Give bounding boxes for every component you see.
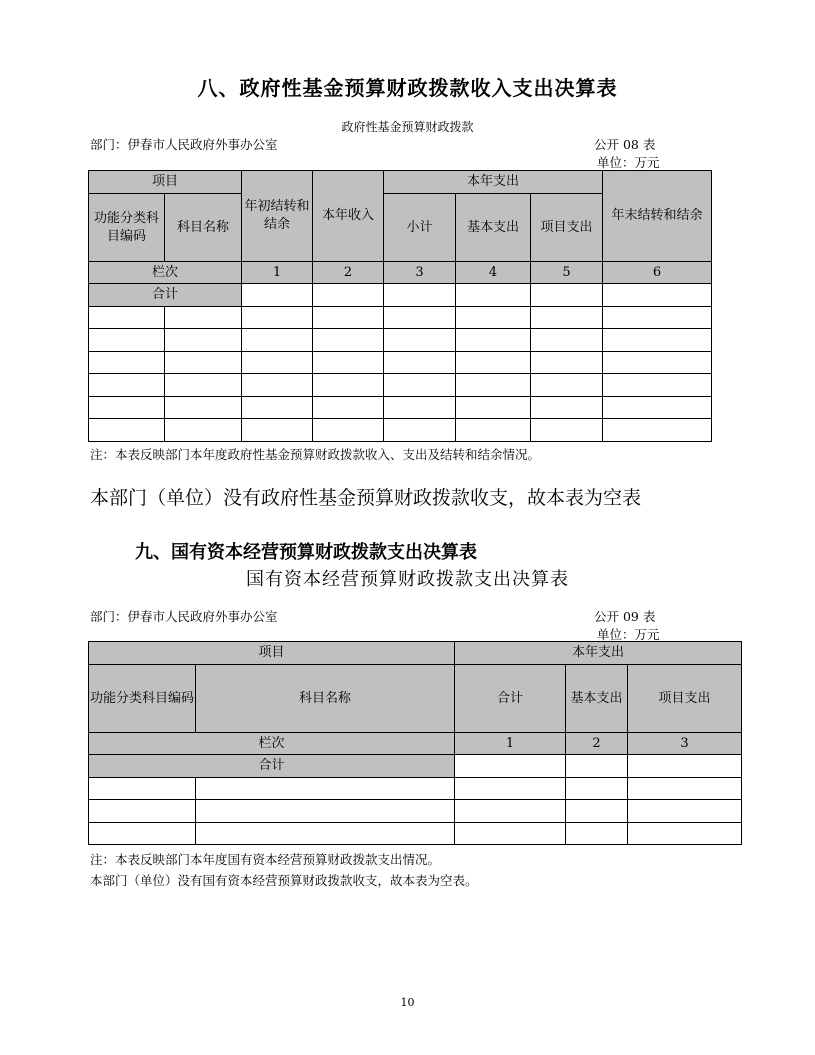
table-row	[89, 307, 712, 329]
section9-table	[88, 641, 742, 845]
section9-unit: 单位：万元	[597, 627, 660, 642]
header-project: 项目支出	[628, 665, 742, 733]
section9-form-no: 公开 09 表	[594, 609, 656, 624]
total-label: 合计	[89, 755, 455, 778]
section8-table	[88, 170, 712, 442]
header-basic: 基本支出	[456, 194, 531, 262]
col-num: 6	[603, 262, 712, 284]
header-income: 本年收入	[313, 171, 384, 262]
col-num: 3	[384, 262, 456, 284]
header-project: 项目支出	[531, 194, 603, 262]
header-item: 项目	[89, 642, 455, 665]
table-row	[89, 397, 712, 419]
section9-subtitle: 国有资本经营预算财政拨款支出决算表	[246, 569, 569, 590]
cell	[456, 284, 531, 307]
table-row	[89, 800, 742, 823]
cell	[566, 755, 628, 778]
section8-statement: 本部门（单位）没有政府性基金预算财政拨款收支，故本表为空表	[90, 487, 642, 509]
section8-department: 部门：伊春市人民政府外事办公室	[90, 137, 278, 152]
table-row	[89, 778, 742, 800]
section8-form-no: 公开 08 表	[594, 137, 656, 152]
total-label: 合计	[89, 284, 242, 307]
col-num: 1	[455, 733, 566, 755]
header-expense: 本年支出	[455, 642, 742, 665]
header-subtotal: 小计	[384, 194, 456, 262]
cell	[384, 284, 456, 307]
section8-note: 注：本表反映部门本年度政府性基金预算财政拨款收入、支出及结转和结余情况。	[90, 447, 541, 462]
section8-title: 八、政府性基金预算财政拨款收入支出决算表	[197, 76, 618, 100]
table-row	[89, 419, 712, 442]
section9-statement: 本部门（单位）没有国有资本经营预算财政拨款收支，故本表为空表。	[90, 873, 478, 888]
col-num: 3	[628, 733, 742, 755]
col-num: 2	[566, 733, 628, 755]
cell	[531, 284, 603, 307]
header-func-code: 功能分类科目编码	[89, 194, 165, 262]
cell	[603, 284, 712, 307]
header-item: 项目	[89, 171, 242, 194]
table-row	[89, 374, 712, 397]
header-subject-name: 科目名称	[165, 194, 242, 262]
page-number: 10	[400, 996, 415, 1009]
header-subject-name: 科目名称	[196, 665, 455, 733]
col-num: 2	[313, 262, 384, 284]
table-row	[89, 352, 712, 374]
section9-title: 九、国有资本经营预算财政拨款支出决算表	[135, 542, 477, 563]
cell	[628, 755, 742, 778]
table-row	[89, 823, 742, 845]
section8-subtitle: 政府性基金预算财政拨款	[341, 120, 474, 134]
row-index-label: 栏次	[89, 733, 455, 755]
header-expense: 本年支出	[384, 171, 603, 194]
cell	[455, 755, 566, 778]
table-row	[89, 329, 712, 352]
section8-unit: 单位：万元	[597, 155, 660, 170]
header-begin-balance: 年初结转和结余	[242, 171, 313, 262]
header-basic: 基本支出	[566, 665, 628, 733]
section9-note: 注：本表反映部门本年度国有资本经营预算财政拨款支出情况。	[90, 852, 441, 867]
row-index-label: 栏次	[89, 262, 242, 284]
col-num: 5	[531, 262, 603, 284]
col-num: 4	[456, 262, 531, 284]
header-end-balance: 年末结转和结余	[603, 171, 712, 262]
cell	[242, 284, 313, 307]
header-func-code: 功能分类科目编码	[89, 665, 196, 733]
header-total: 合计	[455, 665, 566, 733]
cell	[313, 284, 384, 307]
col-num: 1	[242, 262, 313, 284]
section9-department: 部门：伊春市人民政府外事办公室	[90, 609, 278, 624]
